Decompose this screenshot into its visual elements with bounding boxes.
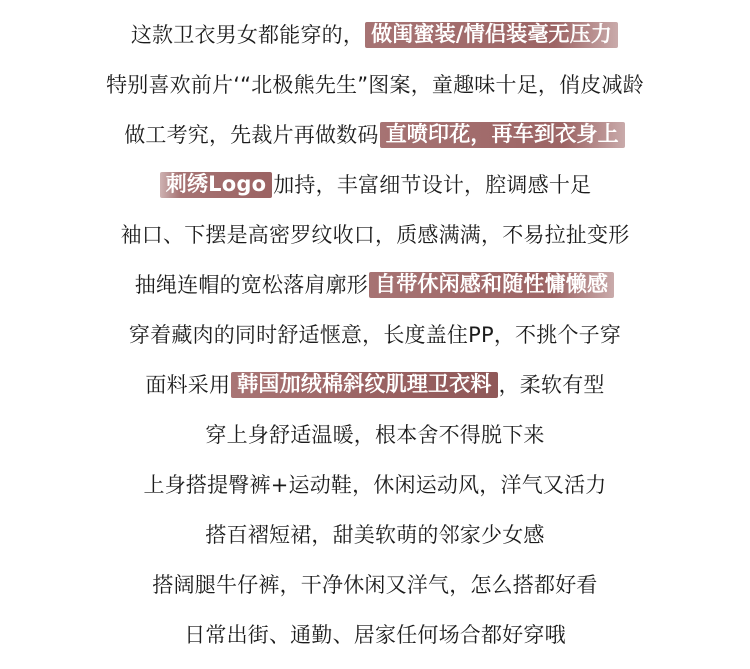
text-line-3 bbox=[0, 110, 750, 160]
text-line-6 bbox=[0, 260, 750, 310]
line-10-text: 上身搭提臀裤+运动鞋，休闲运动风，洋气又活力 bbox=[143, 472, 607, 497]
text-line-7 bbox=[0, 310, 750, 360]
line-7-text: 穿着藏肉的同时舒适惬意，长度盖住PP，不挑个子穿 bbox=[128, 322, 622, 347]
line-4-highlight: 刺绣Logo bbox=[160, 172, 272, 198]
line-6-text: 抽绳连帽的宽松落肩廓形 bbox=[134, 272, 368, 297]
line-11-text: 搭百褶短裙，甜美软萌的邻家少女感 bbox=[205, 522, 545, 547]
text-line-8 bbox=[0, 360, 750, 410]
line-12-text: 搭阔腿牛仔裤，干净休闲又洋气，怎么搭都好看 bbox=[152, 572, 598, 597]
line-1-text: 这款卫衣男女都能穿的， bbox=[130, 22, 365, 47]
text-line-2 bbox=[0, 60, 750, 110]
text-line-12 bbox=[0, 560, 750, 610]
line-6-highlight: 自带休闲感和随性慵懒感 bbox=[369, 272, 614, 298]
line-8-highlight: 韩国加绒棉斜纹肌理卫衣料 bbox=[231, 372, 497, 398]
line-8-text-after: ，柔软有型 bbox=[498, 372, 605, 397]
text-line-1 bbox=[0, 10, 750, 60]
text-line-10 bbox=[0, 460, 750, 510]
line-9-text: 穿上身舒适温暖，根本舍不得脱下来 bbox=[205, 422, 545, 447]
line-5-text: 袖口、下摆是高密罗纹收口，质感满满，不易拉扯变形 bbox=[120, 222, 630, 247]
line-3-text: 做工考究，先裁片再做数码 bbox=[124, 122, 379, 147]
line-4-text: 加持，丰富细节设计，腔调感十足 bbox=[273, 172, 592, 197]
line-13-text: 日常出街、通勤、居家任何场合都好穿哦 bbox=[184, 622, 566, 647]
line-2-text: 特别喜欢前片‘“北极熊先生”图案，童趣味十足，俏皮减龄 bbox=[106, 72, 644, 97]
line-3-highlight: 直喷印花，再车到衣身上 bbox=[380, 122, 625, 148]
text-line-11 bbox=[0, 510, 750, 560]
line-8-text: 面料采用 bbox=[145, 372, 231, 397]
line-1-highlight: 做闺蜜装/情侣装毫无压力 bbox=[365, 22, 618, 48]
text-line-5 bbox=[0, 210, 750, 260]
text-line-13 bbox=[0, 610, 750, 660]
text-line-9 bbox=[0, 410, 750, 460]
text-line-4 bbox=[0, 160, 750, 210]
